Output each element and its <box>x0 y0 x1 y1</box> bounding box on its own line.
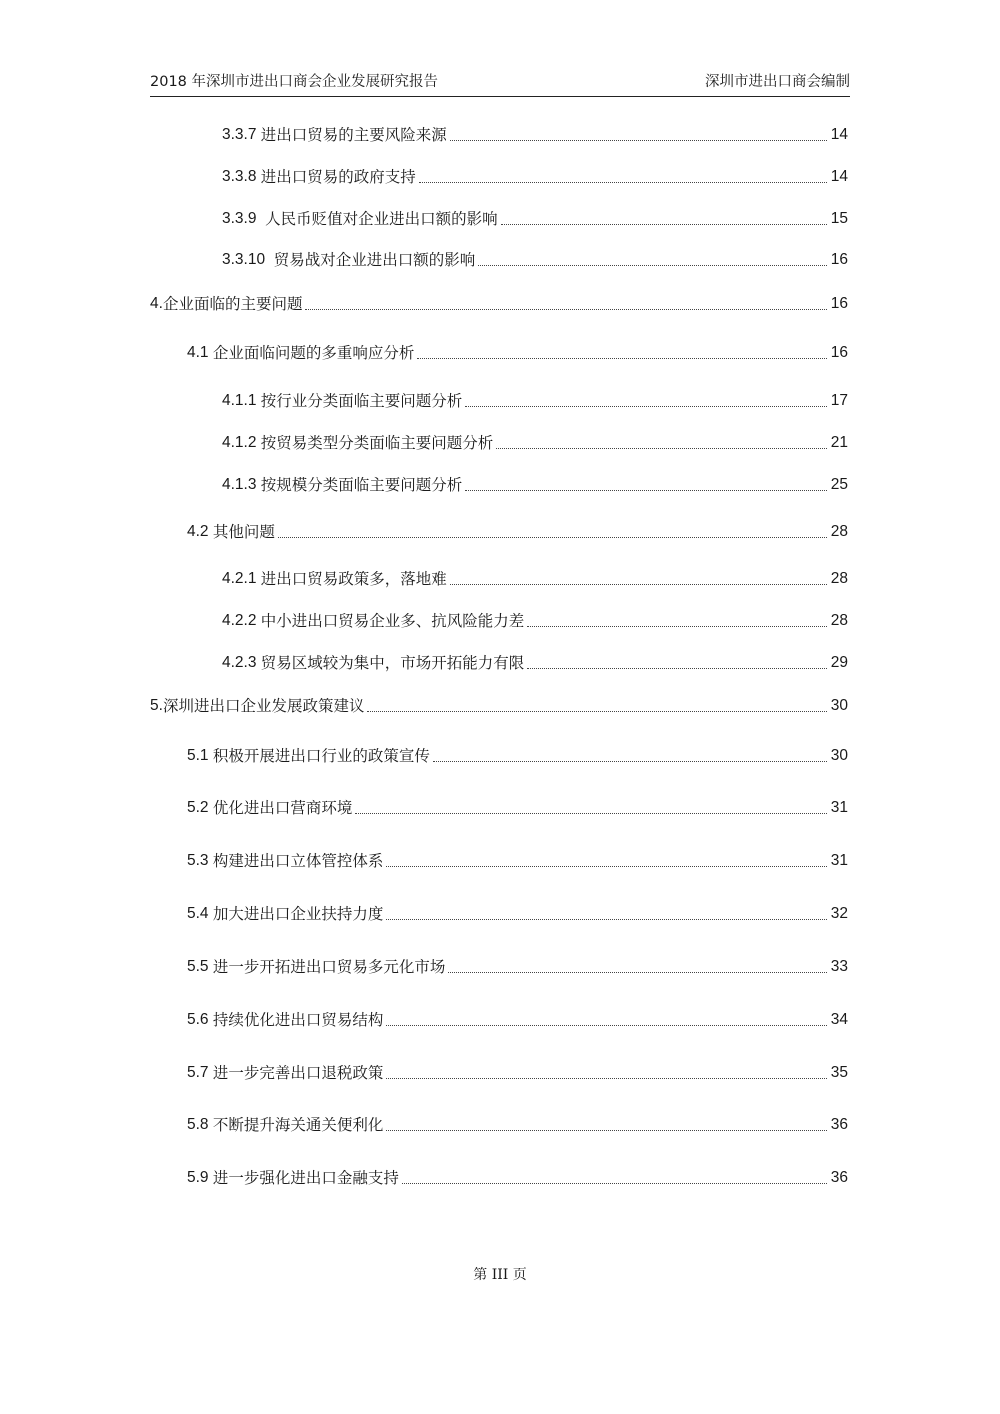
toc-entry[interactable] <box>187 850 848 872</box>
toc-entry-number: 5.3 <box>187 852 213 869</box>
toc-dot-leader <box>433 760 827 762</box>
toc-entry[interactable] <box>222 652 848 674</box>
toc-entry-title: 贸易区域较为集中，市场开拓能力有限 <box>260 654 525 672</box>
toc-dot-leader <box>417 357 827 359</box>
toc-entry[interactable] <box>150 293 848 315</box>
toc-entry-title: 企业面临的主要问题 <box>162 295 303 313</box>
toc-entry[interactable] <box>222 474 848 496</box>
toc-entry[interactable] <box>187 797 848 819</box>
toc-entry-title: 进一步强化进出口金融支持 <box>212 1169 399 1187</box>
toc-entry[interactable] <box>187 956 848 978</box>
toc-dot-leader <box>278 536 827 538</box>
toc-entry-title: 不断提升海关通关便利化 <box>212 1116 384 1134</box>
toc-dot-leader <box>465 405 827 407</box>
toc-entry[interactable] <box>187 342 848 364</box>
toc-dot-leader <box>419 181 827 183</box>
toc-entry[interactable] <box>222 610 848 632</box>
toc-entry-number: 3.3.10 <box>222 251 274 268</box>
toc-entry-number: 4.2.3 <box>222 654 261 671</box>
toc-dot-leader <box>386 1077 827 1079</box>
toc-entry-page: 31 <box>830 799 848 816</box>
toc-dot-leader <box>402 1182 827 1184</box>
toc-entry-title: 按规模分类面临主要问题分析 <box>260 476 463 494</box>
toc-dot-leader <box>386 1129 827 1131</box>
toc-entry[interactable] <box>187 903 848 925</box>
toc-entry-number: 5. <box>150 697 163 714</box>
toc-dot-leader <box>448 971 827 973</box>
toc-entry[interactable] <box>187 1009 848 1031</box>
toc-entry-page: 15 <box>830 210 848 227</box>
toc-entry[interactable] <box>222 208 848 230</box>
toc-entry-title: 进出口贸易政策多，落地难 <box>260 570 447 588</box>
toc-entry[interactable] <box>187 521 848 543</box>
toc-dot-leader <box>355 812 827 814</box>
toc-entry-page: 14 <box>830 168 848 185</box>
toc-dot-leader <box>386 1024 827 1026</box>
toc-dot-leader <box>367 710 827 712</box>
toc-dot-leader <box>465 489 827 491</box>
toc-entry-page: 21 <box>830 434 848 451</box>
toc-entry-page: 28 <box>830 612 848 629</box>
toc-entry-page: 17 <box>830 392 848 409</box>
toc-entry-number: 3.3.8 <box>222 168 261 185</box>
toc-entry[interactable] <box>150 695 848 717</box>
toc-dot-leader <box>496 447 827 449</box>
page-number: 第 III 页 <box>473 1267 527 1283</box>
toc-entry-title: 按行业分类面临主要问题分析 <box>260 392 463 410</box>
toc-entry-page: 29 <box>830 654 848 671</box>
toc-dot-leader <box>501 223 827 225</box>
toc-entry-number: 5.2 <box>187 799 213 816</box>
toc-dot-leader <box>450 583 827 585</box>
toc-entry-number: 4.1.2 <box>222 434 261 451</box>
toc-entry[interactable] <box>222 249 848 271</box>
toc-entry-page: 35 <box>830 1064 848 1081</box>
toc-dot-leader <box>478 264 827 266</box>
toc-entry-page: 31 <box>830 852 848 869</box>
toc-entry-title: 其他问题 <box>212 523 275 541</box>
toc-entry-number: 4. <box>150 295 163 312</box>
toc-entry-number: 5.4 <box>187 905 213 922</box>
toc-dot-leader <box>386 918 827 920</box>
toc-dot-leader <box>386 865 827 867</box>
toc-entry-number: 5.9 <box>187 1169 213 1186</box>
toc-entry-number: 5.6 <box>187 1011 213 1028</box>
toc-entry-number: 5.8 <box>187 1116 213 1133</box>
toc-entry-page: 28 <box>830 523 848 540</box>
toc-entry-page: 30 <box>830 697 848 714</box>
toc-entry-title: 积极开展进出口行业的政策宣传 <box>212 747 430 765</box>
toc-entry-number: 4.1.3 <box>222 476 261 493</box>
toc-entry-number: 5.5 <box>187 958 213 975</box>
toc-entry[interactable] <box>222 390 848 412</box>
toc-entry[interactable] <box>187 1114 848 1136</box>
toc-entry[interactable] <box>222 124 848 146</box>
toc-entry-page: 33 <box>830 958 848 975</box>
toc-entry-title: 人民币贬值对企业进出口额的影响 <box>265 210 498 228</box>
toc-entry-number: 3.3.7 <box>222 126 261 143</box>
toc-dot-leader <box>527 667 827 669</box>
toc-entry-title: 贸易战对企业进出口额的影响 <box>273 251 476 269</box>
toc-entry-title: 加大进出口企业扶持力度 <box>212 905 384 923</box>
toc-entry-title: 构建进出口立体管控体系 <box>212 852 384 870</box>
toc-entry-number: 4.1 <box>187 344 213 361</box>
toc-entry-page: 28 <box>830 570 848 587</box>
toc-entry-page: 32 <box>830 905 848 922</box>
toc-dot-leader <box>450 139 827 141</box>
toc-entry[interactable] <box>222 568 848 590</box>
toc-entry-number: 5.1 <box>187 747 213 764</box>
toc-entry[interactable] <box>222 166 848 188</box>
toc-entry-page: 16 <box>830 295 848 312</box>
toc-entry-page: 34 <box>830 1011 848 1028</box>
toc-entry-number: 4.1.1 <box>222 392 261 409</box>
toc-entry[interactable] <box>187 1167 848 1189</box>
toc-entry[interactable] <box>187 1062 848 1084</box>
toc-entry-title: 进出口贸易的主要风险来源 <box>260 126 447 144</box>
toc-entry-number: 4.2 <box>187 523 213 540</box>
toc-entry-page: 36 <box>830 1169 848 1186</box>
toc-entry-number: 3.3.9 <box>222 210 266 227</box>
toc-entry-title: 企业面临问题的多重响应分析 <box>212 344 415 362</box>
toc-entry-title: 进出口贸易的政府支持 <box>260 168 416 186</box>
toc-entry-number: 5.7 <box>187 1064 213 1081</box>
toc-dot-leader <box>527 625 827 627</box>
toc-entry-number: 4.2.2 <box>222 612 261 629</box>
toc-entry-title: 持续优化进出口贸易结构 <box>212 1011 384 1029</box>
header-report-title: 2018 年深圳市进出口商会企业发展研究报告 <box>150 74 439 90</box>
toc-entry[interactable] <box>222 432 848 454</box>
header-publisher: 深圳市进出口商会编制 <box>705 74 850 90</box>
toc-entry-page: 16 <box>830 251 848 268</box>
toc-dot-leader <box>305 308 827 310</box>
toc-entry-title: 进一步完善出口退税政策 <box>212 1064 384 1082</box>
toc-entry-page: 25 <box>830 476 848 493</box>
toc-entry-page: 14 <box>830 126 848 143</box>
toc-entry-title: 优化进出口营商环境 <box>212 799 353 817</box>
toc-entry-title: 中小进出口贸易企业多、抗风险能力差 <box>260 612 525 630</box>
toc-entry-title: 进一步开拓进出口贸易多元化市场 <box>212 958 446 976</box>
toc-entry-title: 按贸易类型分类面临主要问题分析 <box>260 434 494 452</box>
toc-entry-page: 36 <box>830 1116 848 1133</box>
toc-entry-page: 16 <box>830 344 848 361</box>
toc-entry-title: 深圳进出口企业发展政策建议 <box>162 697 365 715</box>
toc-entry[interactable] <box>187 745 848 767</box>
toc-entry-number: 4.2.1 <box>222 570 261 587</box>
toc-entry-page: 30 <box>830 747 848 764</box>
